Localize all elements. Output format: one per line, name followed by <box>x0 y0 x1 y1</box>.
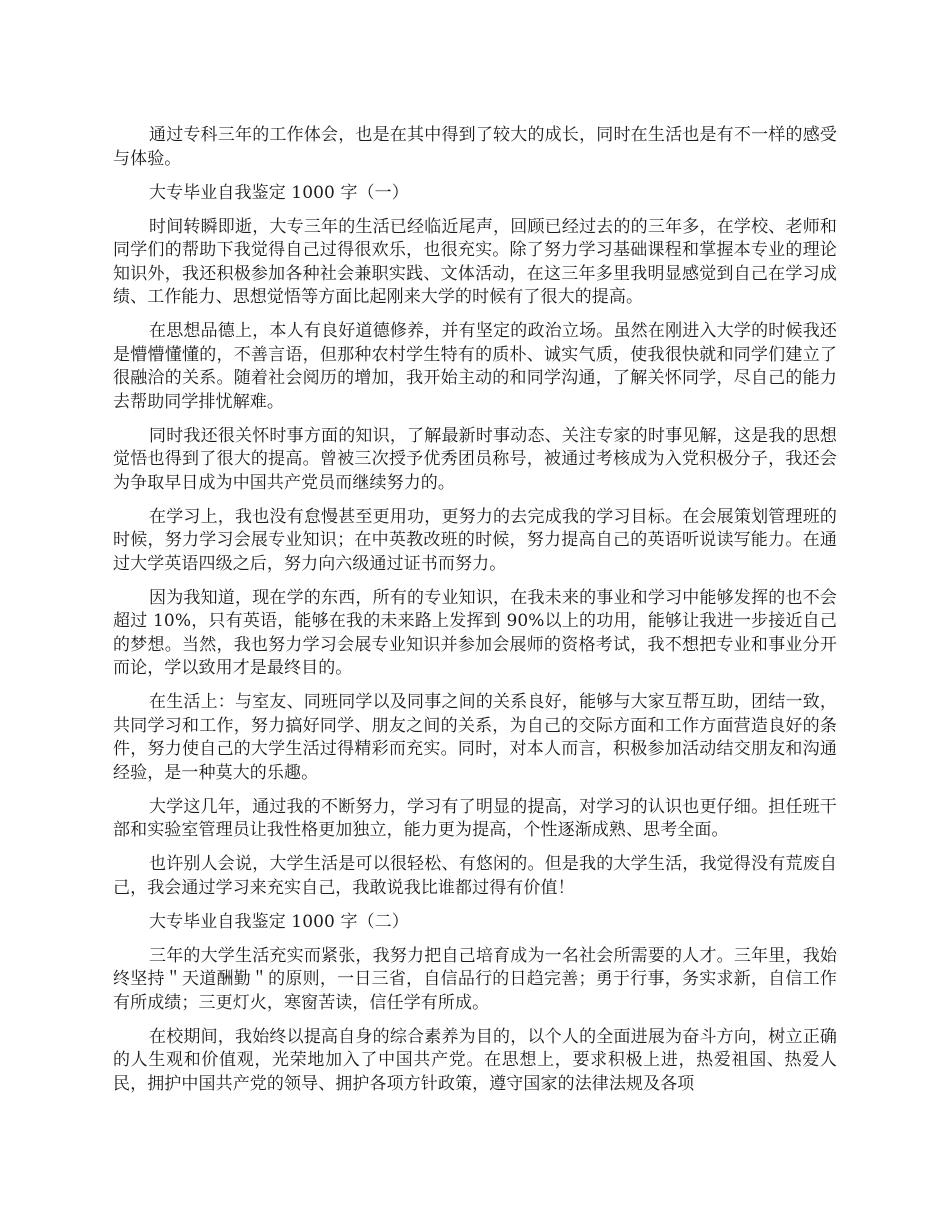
paragraph-value: 也许别人会说，大学生活是可以很轻松、有悠闲的。但是我的大学生活，我觉得没有荒废自己，我会通过学习来充实自己，我敢说我比谁都过得有价值！ <box>113 854 837 898</box>
section-heading-two: 大专毕业自我鉴定 1000 字（二） <box>149 911 409 932</box>
paragraph-campus: 在校期间，我始终以提高自身的综合素养为目的，以个人的全面进展为奋斗方向，树立正确的人生观和价值观，光荣地加入了中国共产党。在思想上，要求积极上进，热爱祖国、热爱人民，拥护中国共产党的领导、拥护各项方针政策，遵守国家的法律法规及各项 <box>113 1026 837 1094</box>
paragraph-morality: 在思想品德上，本人有良好道德修养，并有坚定的政治立场。虽然在刚进入大学的时候我还是懵懵懂懂的，不善言语，但那种农村学生特有的质朴、诚实气质，使我很快就和同学们建立了很融洽的关系。随着社会阅历的增加，我开始主动的和同学沟通，了解关怀同学，尽自己的能力去帮助同学排忧解难。 <box>113 321 837 412</box>
paragraph-study: 在学习上，我也没有怠慢甚至更用功，更努力的去完成我的学习目标。在会展策划管理班的时候，努力学习会展专业知识；在中英教改班的时候，努力提高自己的英语听说读写能力。在通过大学英语四级之后，努力向六级通过证书而努力。 <box>113 506 837 574</box>
paragraph-english: 因为我知道，现在学的东西，所有的专业知识，在我未来的事业和学习中能够发挥的也不会超过 10%，只有英语，能够在我的未来路上发挥到 90%以上的功用，能够让我进一步接近自己的梦想。当然，我也努力学习会展专业知识并参加会展师的资格考试，我不想把专业和事业分开而论，学以致用才是最终目的。 <box>113 587 837 678</box>
paragraph-life: 在生活上：与室友、同班同学以及同事之间的关系良好，能够与大家互帮互助，团结一致，共同学习和工作，努力搞好同学、朋友之间的关系，为自己的交际方面和工作方面营造良好的条件，努力使自己的大学生活过得精彩而充实。同时，对本人而言，积极参加活动结交朋友和沟通经验，是一种莫大的乐趣。 <box>113 692 837 783</box>
paragraph-overview: 时间转瞬即逝，大专三年的生活已经临近尾声，回顾已经过去的的三年多，在学校、老师和同学们的帮助下我觉得自己过得很欢乐，也很充实。除了努力学习基础课程和掌握本专业的理论知识外，我还积极参加各种社会兼职实践、文体活动，在这三年多里我明显感觉到自己在学习成绩、工作能力、思想觉悟等方面比起刚来大学的时候有了很大的提高。 <box>113 216 837 307</box>
paragraph-three-years: 三年的大学生活充实而紧张，我努力把自己培育成为一名社会所需要的人才。三年里，我始终坚持＂天道酬勤＂的原则，一日三省，自信品行的日趋完善；勇于行事，务实求新，自信工作有所成绩；三更灯火，寒窗苦读，信任学有所成。 <box>113 945 837 1013</box>
paragraph-progress: 大学这几年，通过我的不断努力，学习有了明显的提高，对学习的认识也更仔细。担任班干部和实验室管理员让我性格更加独立，能力更为提高，个性逐渐成熟、思考全面。 <box>113 796 837 840</box>
section-heading-one: 大专毕业自我鉴定 1000 字（一） <box>149 182 409 203</box>
paragraph-current-affairs: 同时我还很关怀时事方面的知识，了解最新时事动态、关注专家的时事见解，这是我的思想觉悟也得到了很大的提高。曾被三次授予优秀团员称号，被通过考核成为入党积极分子，我还会为争取早日成为中国共产党员而继续努力的。 <box>113 425 837 493</box>
document-body <box>113 124 837 1107</box>
paragraph-intro: 通过专科三年的工作体会，也是在其中得到了较大的成长，同时在生活也是有不一样的感受与体验。 <box>113 125 837 169</box>
